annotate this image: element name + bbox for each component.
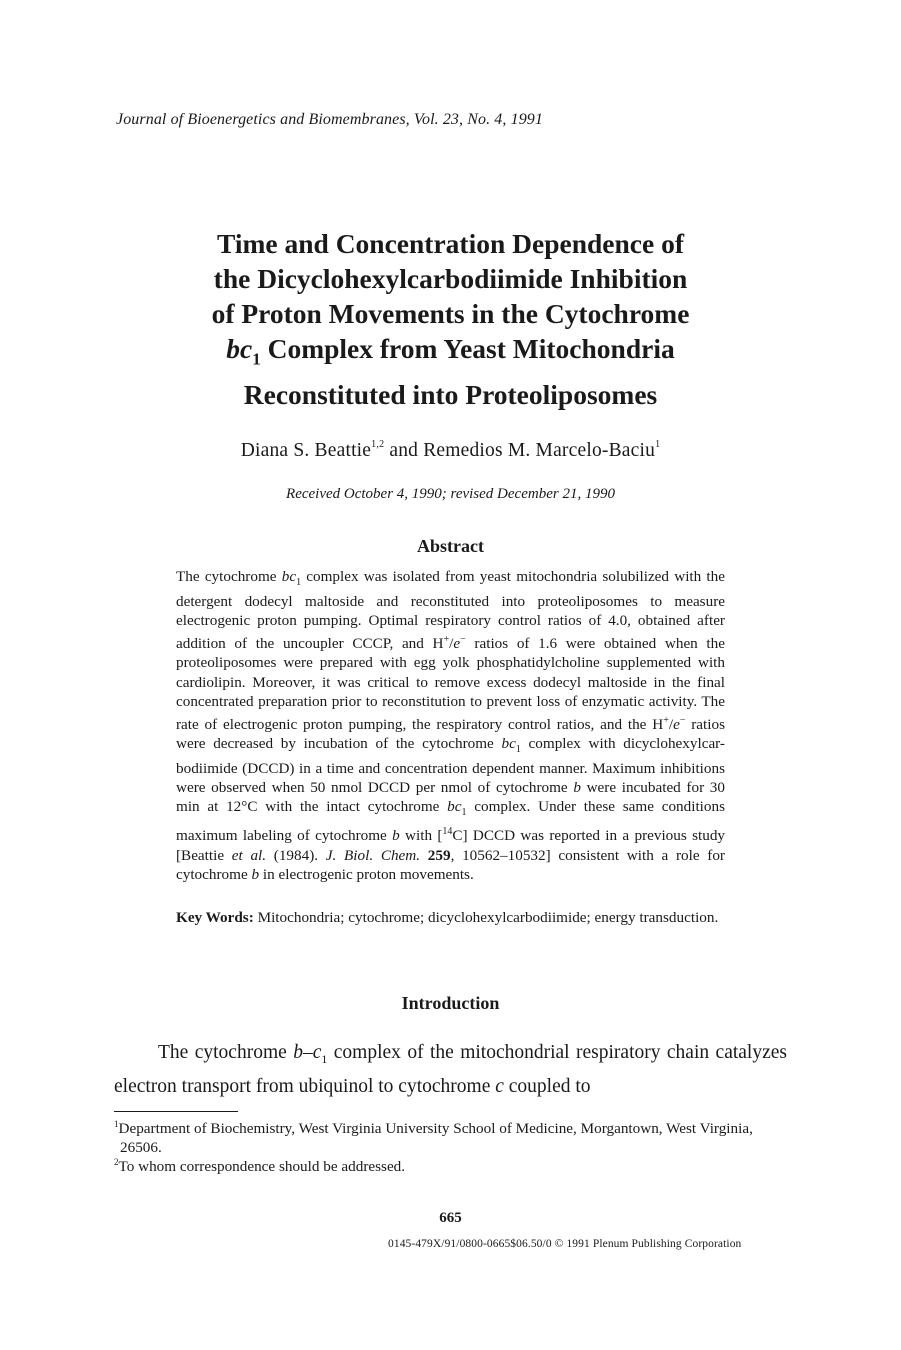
author-name: Diana S. Beattie bbox=[240, 440, 372, 461]
title-line: Time and Concentration Dependence of bbox=[217, 228, 684, 259]
abstract-heading: Abstract bbox=[417, 536, 484, 556]
abstract-superscript: − bbox=[679, 714, 686, 726]
footnote bbox=[114, 1157, 794, 1176]
keywords-text: Mitochondria; cytochrome; dicyclohexylcarbodiimide; energy transduction. bbox=[253, 909, 719, 926]
footnote-text: Department of Biochemistry, West Virginia University School of Medicine, Morgantown, West Virginia, 26506. bbox=[118, 1120, 753, 1157]
abstract-text: with [ bbox=[399, 827, 443, 845]
abstract-et-al: et al. bbox=[231, 846, 267, 864]
abstract-b: b bbox=[251, 865, 260, 883]
abstract-text: / bbox=[449, 635, 454, 653]
article-title bbox=[150, 226, 751, 412]
author-affiliation-mark: 1,2 bbox=[371, 439, 385, 450]
abstract-bc: bc bbox=[501, 734, 516, 752]
intro-c: c bbox=[495, 1075, 504, 1097]
abstract-text: C] DCCD was reported in a previous study [Beattie bbox=[176, 827, 726, 864]
intro-c: c bbox=[312, 1042, 322, 1063]
footnote-mark: 1 bbox=[114, 1119, 119, 1129]
abstract-text: in electrogenic proton movements. bbox=[259, 865, 474, 883]
abstract-volume: 259 bbox=[427, 846, 451, 864]
received-dates: Received October 4, 1990; revised December 21, 1990 bbox=[286, 486, 615, 502]
abstract-superscript: − bbox=[460, 634, 466, 646]
abstract-electron: e bbox=[453, 635, 461, 653]
introduction-body bbox=[114, 1039, 787, 1101]
abstract-text: complex with dicyclohexylcar-bodiimide (DCCD) in a time and concentration dependent manner. Maximum inhibitions were observed when 50 nmol DCCD per nmol of cytochrome bbox=[176, 734, 725, 797]
keywords bbox=[176, 908, 725, 927]
footnote-text: To whom correspondence should be addressed. bbox=[118, 1158, 406, 1176]
abstract-superscript: + bbox=[443, 634, 450, 646]
abstract-body bbox=[176, 567, 725, 884]
introduction-heading: Introduction bbox=[401, 993, 500, 1013]
author-affiliation-mark: 1 bbox=[655, 439, 661, 450]
intro-text: – bbox=[302, 1042, 313, 1063]
footnotes bbox=[114, 1119, 794, 1177]
title-bc-subscript: 1 bbox=[252, 349, 261, 369]
abstract-text: complex was isolated from yeast mitochondria solubilized with the detergent dodecyl maltoside and reconstituted into proteoliposomes to measure electrogenic proton pumping. Optimal respiratory control ratios of 4.0, obtained after addition of the uncoupler CCCP, and H bbox=[176, 568, 725, 653]
footnote-mark: 2 bbox=[114, 1157, 119, 1168]
intro-subscript: 1 bbox=[321, 1051, 328, 1066]
abstract-bc: bc bbox=[281, 568, 297, 585]
abstract-text: ratios of 1.6 were obtained when the proteoliposomes were prepared with egg yolk phosphatidylcholine supplemented with cardiolipin. Moreover, it was critical to remove excess dodecyl maltoside in the final concentrated preparation prior to reconstitution to prevent loss of enzymatic activity. The rate of electrogenic proton pumping, the respiratory control ratios, and the H bbox=[176, 635, 725, 733]
abstract-bc: bc bbox=[447, 798, 462, 816]
intro-text: coupled to bbox=[503, 1075, 591, 1097]
abstract-text: were incubated for 30 min at 12°C with the intact cytochrome bbox=[176, 779, 725, 816]
abstract-b: b bbox=[392, 827, 400, 845]
abstract-text: ratios were decreased by incubation of the cytochrome bbox=[176, 715, 725, 752]
author-list bbox=[150, 440, 751, 462]
intro-text: complex of the mitochondrial respiratory chain catalyzes electron transport from ubiquinol to cytochrome bbox=[114, 1042, 787, 1097]
title-line: the Dicyclohexylcarbodiimide Inhibition bbox=[213, 263, 688, 294]
abstract-superscript: + bbox=[663, 714, 669, 726]
title-line bbox=[150, 331, 751, 377]
abstract-subscript: 1 bbox=[515, 743, 521, 755]
title-line: of Proton Movements in the Cytochrome bbox=[211, 298, 690, 329]
intro-b: b bbox=[293, 1042, 303, 1063]
title-line: Reconstituted into Proteoliposomes bbox=[243, 378, 658, 410]
journal-header: Journal of Bioenergetics and Biomembranes, Vol. 23, No. 4, 1991 bbox=[116, 111, 543, 128]
footnote-divider bbox=[114, 1111, 238, 1112]
abstract-text: (1984). bbox=[266, 846, 326, 864]
keywords-label: Key Words: bbox=[176, 909, 254, 926]
intro-text: The cytochrome bbox=[158, 1042, 294, 1063]
abstract-b: b bbox=[573, 779, 581, 797]
abstract-superscript: 14 bbox=[442, 826, 453, 838]
author-name: Remedios M. Marcelo-Baciu bbox=[423, 440, 656, 461]
copyright-line: 0145-479X/91/0800-0665$06.50/0 © 1991 Plenum Publishing Corporation bbox=[388, 1238, 742, 1250]
abstract-subscript: 1 bbox=[461, 807, 467, 819]
abstract-electron: e bbox=[673, 715, 680, 733]
page-number: 665 bbox=[439, 1210, 462, 1226]
abstract-subscript: 1 bbox=[296, 577, 302, 589]
abstract-text: / bbox=[668, 715, 674, 733]
abstract-text: , 10562–10532] consistent with a role for cytochrome bbox=[176, 846, 725, 883]
abstract-text: The cytochrome bbox=[176, 568, 282, 585]
footnote bbox=[114, 1119, 794, 1157]
abstract-text: complex. Under these same conditions maximum labeling of cytochrome bbox=[176, 798, 725, 845]
author-conjunction: and bbox=[384, 440, 424, 461]
abstract-journal-ref: J. Biol. Chem. bbox=[325, 846, 421, 864]
title-bc: bc bbox=[226, 333, 253, 364]
title-line-rest: Complex from Yeast Mitochondria bbox=[260, 333, 675, 364]
